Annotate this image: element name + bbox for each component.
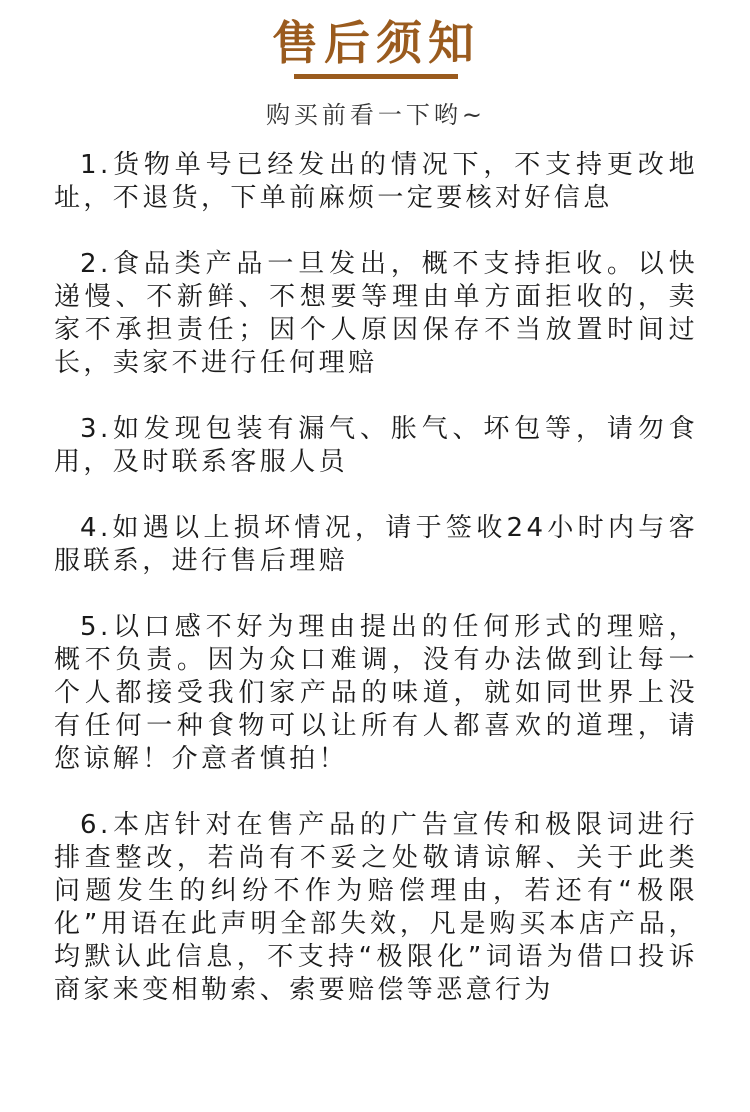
page-subtitle: 购买前看一下哟~ <box>265 101 487 129</box>
notice-item-5: 5.以口感不好为理由提出的任何形式的理赔，概不负责。因为众口难调，没有办法做到让每一个人都接受我们家产品的味道，就如同世界上没有任何一种食物可以让所有人都喜欢的道理，请您谅解！介意者慎拍！ <box>54 612 698 774</box>
notice-item-4: 4.如遇以上损坏情况，请于签收24小时内与客服联系，进行售后理赔 <box>54 513 698 576</box>
notice-item-1: 1.货物单号已经发出的情况下，不支持更改地址，不退货，下单前麻烦一定要核对好信息 <box>54 150 698 213</box>
title-underline <box>294 74 458 79</box>
notice-item-2: 2.食品类产品一旦发出，概不支持拒收。以快递慢、不新鲜、不想要等理由单方面拒收的，卖家不承担责任；因个人原因保存不当放置时间过长，卖家不进行任何理赔 <box>54 249 698 378</box>
notice-item-6: 6.本店针对在售产品的广告宣传和极限词进行排查整改，若尚有不妥之处敬请谅解、关于此类问题发生的纠纷不作为赔偿理由，若还有“极限化”用语在此声明全部失效，凡是购买本店产品，均默认此信息，不支持“极限化”词语为借口投诉商家来变相勒索、索要赔偿等恶意行为 <box>54 810 698 1005</box>
page-title: 售后须知 <box>272 16 480 70</box>
notice-item-3: 3.如发现包装有漏气、胀气、坏包等，请勿食用，及时联系客服人员 <box>54 414 698 477</box>
